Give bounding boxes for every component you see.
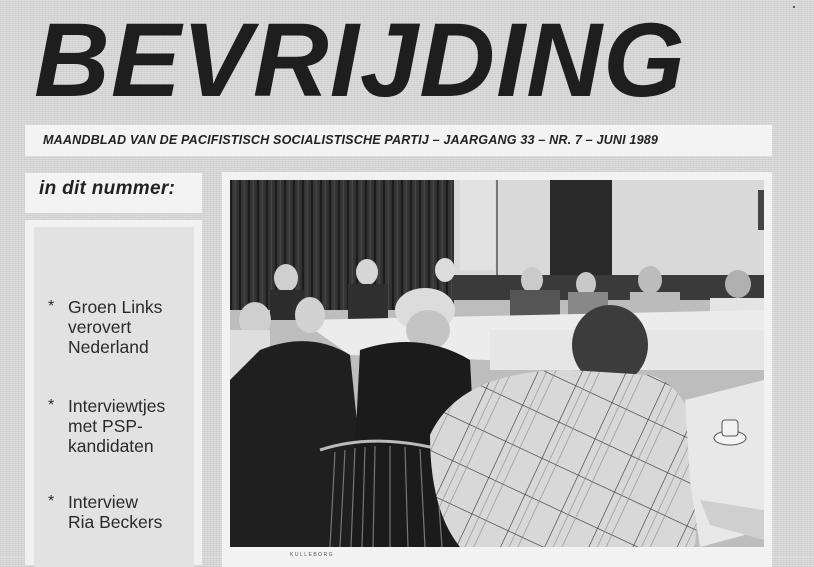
print-speck: [793, 6, 795, 8]
contents-item-line: Groen Links: [68, 297, 163, 317]
contents-header: in dit nummer:: [39, 178, 176, 199]
bullet-asterisk-icon: *: [48, 298, 55, 315]
contents-item-line: met PSP-: [68, 416, 143, 436]
subtitle-strip: [25, 125, 772, 156]
contents-item-line: Interview: [68, 492, 139, 512]
contents-item-line: verovert: [68, 317, 132, 337]
contents-header-box: [25, 173, 202, 213]
bullet-asterisk-icon: *: [48, 493, 55, 510]
contents-list: [34, 227, 194, 567]
subtitle-text: MAANDBLAD VAN DE PACIFISTISCH SOCIALISTISCHE PARTIJ – JAARGANG 33 – NR. 7 – JUNI 1989: [43, 133, 659, 147]
masthead-title: BEVRIJDING: [34, 2, 686, 119]
contents-item-line: Interviewtjes: [68, 396, 166, 416]
contents-item-text: [68, 492, 193, 532]
contents-item-line: Ria Beckers: [68, 512, 163, 532]
contents-item-text: [68, 396, 193, 456]
cover-photo: [230, 180, 764, 547]
bullet-asterisk-icon: *: [48, 397, 55, 414]
photo-frame: [222, 172, 772, 567]
contents-item-line: kandidaten: [68, 436, 154, 456]
contents-panel: [25, 220, 202, 565]
contents-item-line: Nederland: [68, 337, 149, 357]
photo-credit: KULLEBORG: [290, 552, 335, 558]
meeting-photo-illustration: [230, 180, 764, 547]
contents-item-text: [68, 297, 193, 357]
